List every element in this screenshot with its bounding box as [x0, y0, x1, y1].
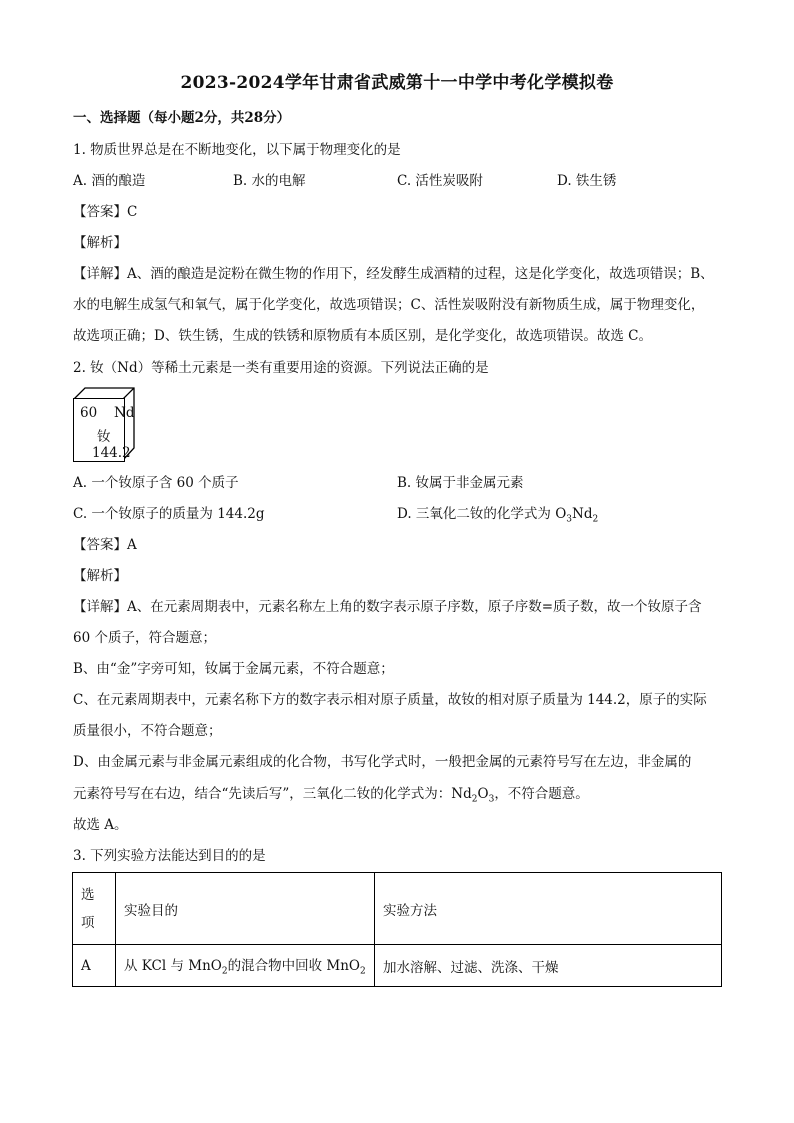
subscript: 3: [488, 794, 495, 805]
page-title: 2023-2024学年甘肃省武威第十一中学中考化学模拟卷: [180, 73, 614, 93]
answer-value: C: [127, 204, 138, 220]
atomic-mass: 144.2: [92, 445, 131, 461]
q2-detail-text: O: [477, 786, 489, 802]
atomic-number: 60: [80, 405, 98, 421]
q1-option-d: D. 铁生锈: [557, 173, 617, 189]
q2-detail-line: 【详解】A、在元素周期表中，元素名称左上角的数字表示原子序数，原子序数=质子数，故一个钕原子含: [73, 599, 702, 615]
header-option: [73, 873, 116, 945]
row-purpose: [116, 945, 375, 987]
q2-option-b: B. 钕属于非金属元素: [397, 475, 524, 491]
row-method: 加水溶解、过滤、洗涤、干燥: [375, 945, 722, 987]
q2-detail-line: [73, 784, 589, 810]
subscript: 2: [471, 794, 478, 805]
q2-conclusion: 故选 A。: [73, 817, 128, 833]
subscript: 3: [566, 514, 573, 525]
element-cell: [73, 398, 135, 462]
answer-value: A: [127, 537, 137, 553]
header-option-line1: 选: [81, 886, 95, 903]
q2-detail-text: 元素符号写在右边，结合“先读后写”，三氧化二钕的化学式为：Nd: [73, 786, 472, 802]
subscript: 2: [359, 966, 366, 977]
row-option: A: [73, 945, 116, 987]
subscript: 2: [221, 966, 228, 977]
q2-option-d-text: D. 三氧化二钕的化学式为 O: [397, 506, 567, 522]
row-purpose-text: 的混合物中回收 MnO: [227, 958, 360, 975]
subscript: 2: [592, 514, 599, 525]
q1-option-c: C. 活性炭吸附: [397, 173, 483, 189]
q1-analysis-label: 【解析】: [73, 235, 127, 251]
q1-detail-line: 水的电解生成氢气和氧气，属于化学变化，故选项错误；C、活性炭吸附没有新物质生成，属于物理变化，: [73, 297, 705, 313]
q2-detail-text: ，不符合题意。: [494, 786, 589, 802]
q2-detail-line: B、由“金”字旁可知，钕属于金属元素，不符合题意；: [73, 661, 394, 677]
q2-detail-line: C、在元素周期表中，元素名称下方的数字表示相对原子质量，故钕的相对原子质量为 144.2，原子的实际: [73, 692, 707, 708]
q2-stem: 2. 钕（Nd）等稀土元素是一类有重要用途的资源。下列说法正确的是: [73, 360, 489, 376]
section-heading: 一、选择题（每小题2分，共28分）: [73, 110, 291, 126]
answer-label: 【答案】: [73, 537, 127, 553]
q1-answer: [73, 202, 137, 222]
answer-label: 【答案】: [73, 204, 127, 220]
table-header-row: [73, 873, 722, 945]
header-method: 实验方法: [375, 873, 722, 945]
q2-detail-line: 60 个质子，符合题意；: [73, 630, 216, 646]
q2-answer: [73, 535, 137, 555]
q1-stem: 1. 物质世界总是在不断地变化，以下属于物理变化的是: [73, 142, 401, 158]
experiment-table: [72, 872, 722, 987]
q2-option-d: [397, 504, 598, 530]
q2-option-a: A. 一个钕原子含 60 个质子: [73, 475, 239, 491]
q1-option-b: B. 水的电解: [233, 173, 306, 189]
header-purpose: 实验目的: [116, 873, 375, 945]
element-symbol: Nd: [114, 405, 135, 421]
q2-detail-line: 质量很小，不符合题意；: [73, 723, 222, 739]
q3-stem: 3. 下列实验方法能达到目的的是: [73, 848, 266, 864]
element-name: 钕: [97, 429, 111, 445]
q1-detail-line: 【详解】A、酒的酿造是淀粉在微生物的作用下，经发酵生成酒精的过程，这是化学变化，故选项错误；B、: [73, 266, 714, 282]
q2-detail-line: D、由金属元素与非金属元素组成的化合物，书写化学式时，一般把金属的元素符号写在左边，非金属的: [73, 754, 692, 770]
row-purpose-text: 从 KCl 与 MnO: [124, 958, 222, 975]
q2-option-d-symbol: Nd: [572, 506, 593, 522]
q2-analysis-label: 【解析】: [73, 568, 127, 584]
table-row: [73, 945, 722, 987]
q1-detail-line: 故选项正确；D、铁生锈，生成的铁锈和原物质有本质区别，是化学变化，故选项错误。故选 C。: [73, 328, 652, 344]
q1-option-a: A. 酒的酿造: [73, 173, 146, 189]
header-option-line2: 项: [81, 914, 95, 931]
q2-option-c: C. 一个钕原子的质量为 144.2g: [73, 506, 265, 522]
